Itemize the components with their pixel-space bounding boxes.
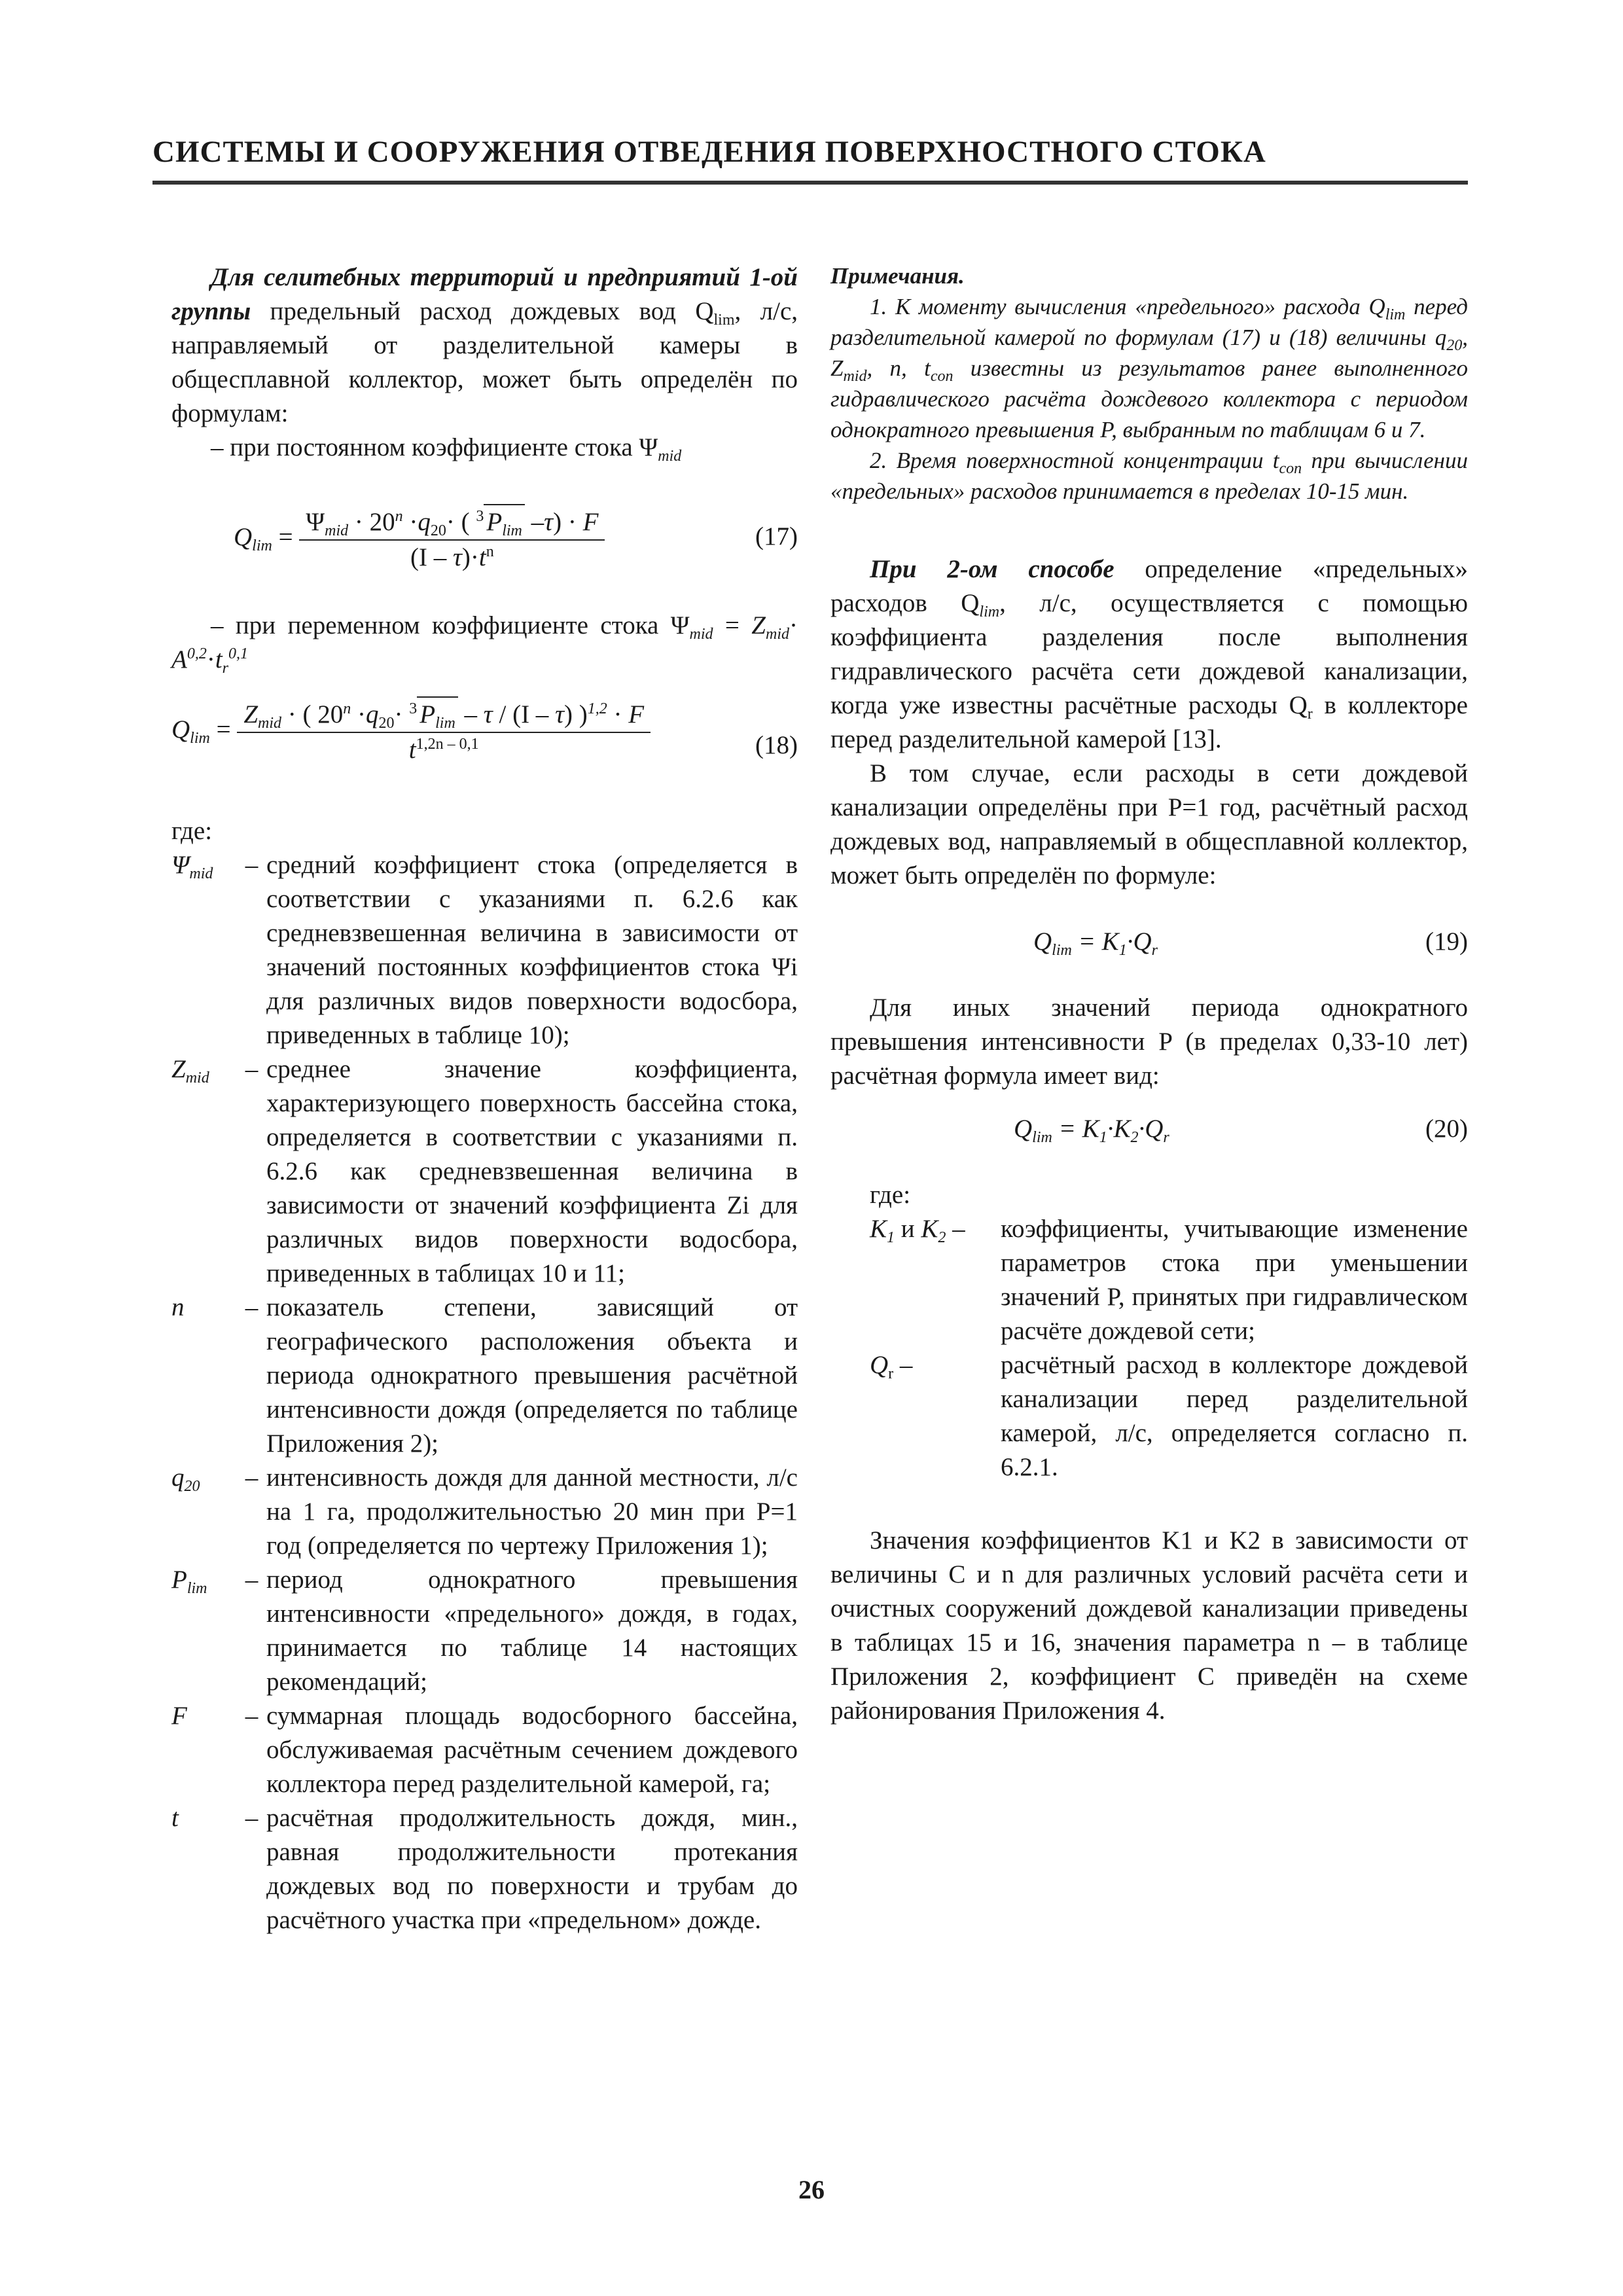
note-1: 1. К моменту вычисления «предельного» расхода $Q_{lim}$ перед разделительной камерой по формулам (17) и (18) величины $q_{20}$, $Z_{mid}$, n, $t_{con}$ известны из результатов ранее выполненного гидравлического расчёта дождевого коллектора с периодом однократного превышения P, выбранным по таблицам 6 и 7. [830, 294, 1468, 442]
intro-paragraph: Для селитебных территорий и предприятий 1-ой группы предельный расход дождевых вод $Q_{lim}$, л/с, направляемый от разделительной камеры в общесплавной коллектор, может быть определён по формулам: [171, 263, 798, 427]
def-text: расчётный расход в коллекторе дождевой канализации перед разделительной камерой, л/с, определяется согласно п. 6.2.1. [1001, 1351, 1468, 1481]
case2-text: – при переменном коэффициенте стока $\Psi_{mid} = Z_{mid}\cdot A^{0,2}\cdot t_r^{0,1}$ [171, 611, 798, 677]
formula-17: $Q_{lim}$ = $\frac{\Psi_{mid} \cdot 20^n \cdot q_{20}\cdot ( ^3 P_{lim} -\tau) \cdot F}{(I - \tau)\cdot t^n}$ (17) [171, 478, 798, 596]
def-symbol: $K_1$ и $K_2$ – [870, 1215, 965, 1246]
notes-title: Примечания. [830, 263, 965, 289]
def-symbol: $\Psi_{mid}$ [171, 851, 213, 882]
eq18-number: (18) [755, 731, 798, 759]
def-symbol: n [171, 1293, 185, 1321]
paragraph-4: Значения коэффициентов K1 и K2 в зависимости от величины C и n для различных условий расчёта сети и очистных сооружений дождевой канализации приведены в таблицах 15 и 16, значения параметра n – в таблице Приложения 2, коэффициент C приведён на схеме районирования Приложения 4. [830, 1526, 1468, 1725]
def-symbol: $Q_r$ – [870, 1351, 913, 1382]
def-text: среднее значение коэффициента, характеризующего поверхность бассейна стока, определяется в соответствии с указаниями п. 6.2.6 как средневзвешенная величина в зависимости от значений коэффициента Zi для различных видов поверхности водосбора, приведенных в таблицах 10 и 11; [266, 1055, 798, 1287]
formula-18: $Q_{lim}$ = $\frac{Z_{mid} \cdot ( 20^n \cdot q_{20}\cdot ^3 P_{lim} - \tau / (I - \tau) )^{1,2} \cdot F}{t^{1,2n - 0,1}}$ (18) [171, 677, 798, 814]
def-text: средний коэффициент стока (определяется в соответствии с указаниями п. 6.2.6 как средневзвешенная величина в зависимости от значений постоянных коэффициентов стока Ψi для различных видов поверхности водосбора, приведенных в таблице 10); [266, 851, 798, 1049]
def-text: показатель степени, зависящий от географического расположения объекта и периода однократного превышения расчётной интенсивности дождя (определяется по таблице Приложения 2); [266, 1293, 798, 1458]
def-text: суммарная площадь водосборного бассейна, обслуживаемая расчётным сечением дождевого коллектора перед разделительной камерой, га; [266, 1702, 798, 1798]
page-number: 26 [798, 2175, 825, 2204]
def-symbol: $Z_{mid}$ [171, 1055, 209, 1086]
method2-paragraph: При 2-ом способе определение «предельных» расходов $Q_{lim}$, л/с, осуществляется с помощью коэффициента разделения после выполнения гидравлического расчёта сети дождевой канализации, когда уже известны расчётные расходы $Q_r$ в коллекторе перед разделительной камерой [13]. [830, 555, 1468, 753]
def-symbol: F [171, 1702, 187, 1730]
def-symbol: t [171, 1804, 179, 1832]
left-column [171, 260, 798, 1937]
def-symbol: $P_{lim}$ [171, 1566, 207, 1597]
formula-20: $Q_{lim} = K_1\cdot K_2\cdot Q_r$ (20) [830, 1093, 1468, 1165]
paragraph-2: В том случае, если расходы в сети дождевой канализации определёны при P=1 год, расчётный расход дождевых вод, направляемый в общесплавной коллектор, может быть определён по формуле: [830, 759, 1468, 889]
definitions-list: $\Psi_{mid}$ – средний коэффициент стока (определяется в соответствии с указаниями п. 6.2.6 как средневзвешенная величина в зависимости от значений постоянных коэффициентов стока Ψi для различных видов поверхности водосбора, приведенных в таблице 10); $Z_{mid}$ – среднее значение коэффициента, характеризующего поверхность бассейна стока, определяется в соответствии с указаниями п. 6.2.6 как средневзвешенная величина в зависимости от значений коэффициента Zi для различных видов поверхности водосбора, приведенных в таблицах 10 и 11; n – показатель степени, зависящий от географического расположения объекта и периода однократного превышения расчётной интенсивности дождя (определяется по таблице Приложения 2); $q_{20}$ – интенсивность дождя для данной местности, л/с на 1 га, продолжительностью 20 мин при P=1 год (определяется по чертежу Приложения 1); $P_{lim}$ – период однократного превышения интенсивности «предельного» дождя, в годах, принимается по таблице 14 настоящих рекомендаций; F – суммарная площадь водосборного бассейна, обслуживаемая расчётным сечением дождевого коллектора перед разделительной камерой, га; t – расчётная продолжительность дождя, мин., равная продолжительности протекания дождевых вод по поверхности и трубам до расчётного участка при «предельном» дожде. [171, 848, 798, 1937]
def-symbol: $q_{20}$ [171, 1463, 200, 1495]
page-header: СИСТЕМЫ И СООРУЖЕНИЯ ОТВЕДЕНИЯ ПОВЕРХНОСТНОГО СТОКА [152, 135, 1266, 169]
right-column [830, 260, 1468, 1728]
eq17-number: (17) [755, 522, 798, 550]
def-text: интенсивность дождя для данной местности, л/с на 1 га, продолжительностью 20 мин при P=1 год (определяется по чертежу Приложения 1); [266, 1463, 798, 1560]
def-text: расчётная продолжительность дождя, мин., равная продолжительности протекания дождевых вод по поверхности и трубам до расчётного участка при «предельном» дожде. [266, 1804, 798, 1934]
notes-block [830, 260, 1468, 507]
case1-text: – при постоянном коэффициенте стока $\Psi_{mid}$ [211, 433, 682, 465]
header-rule [152, 181, 1468, 185]
eq19-number: (19) [1425, 927, 1468, 956]
paragraph-3: Для иных значений периода однократного превышения интенсивности P (в пределах 0,33-10 лет) расчётная формула имеет вид: [830, 994, 1468, 1090]
eq20-number: (20) [1425, 1115, 1468, 1143]
note-2: 2. Время поверхностной концентрации $t_{con}$ при вычислении «предельных» расходов принимается в пределах 10-15 мин. [830, 448, 1468, 504]
def-text: коэффициенты, учитывающие изменение параметров стока при уменьшении значений P, принятых при гидравлическом расчёте дождевой сети; [1001, 1215, 1468, 1345]
def-text: период однократного превышения интенсивности «предельного» дождя, в годах, принимается по таблице 14 настоящих рекомендаций; [266, 1566, 798, 1696]
where-label-right: где: [870, 1181, 911, 1209]
formula-19: $Q_{lim} = K_1\cdot Q_r$ (19) [830, 906, 1468, 978]
where-label: где: [171, 817, 213, 845]
definitions-list-right [830, 1212, 1468, 1484]
